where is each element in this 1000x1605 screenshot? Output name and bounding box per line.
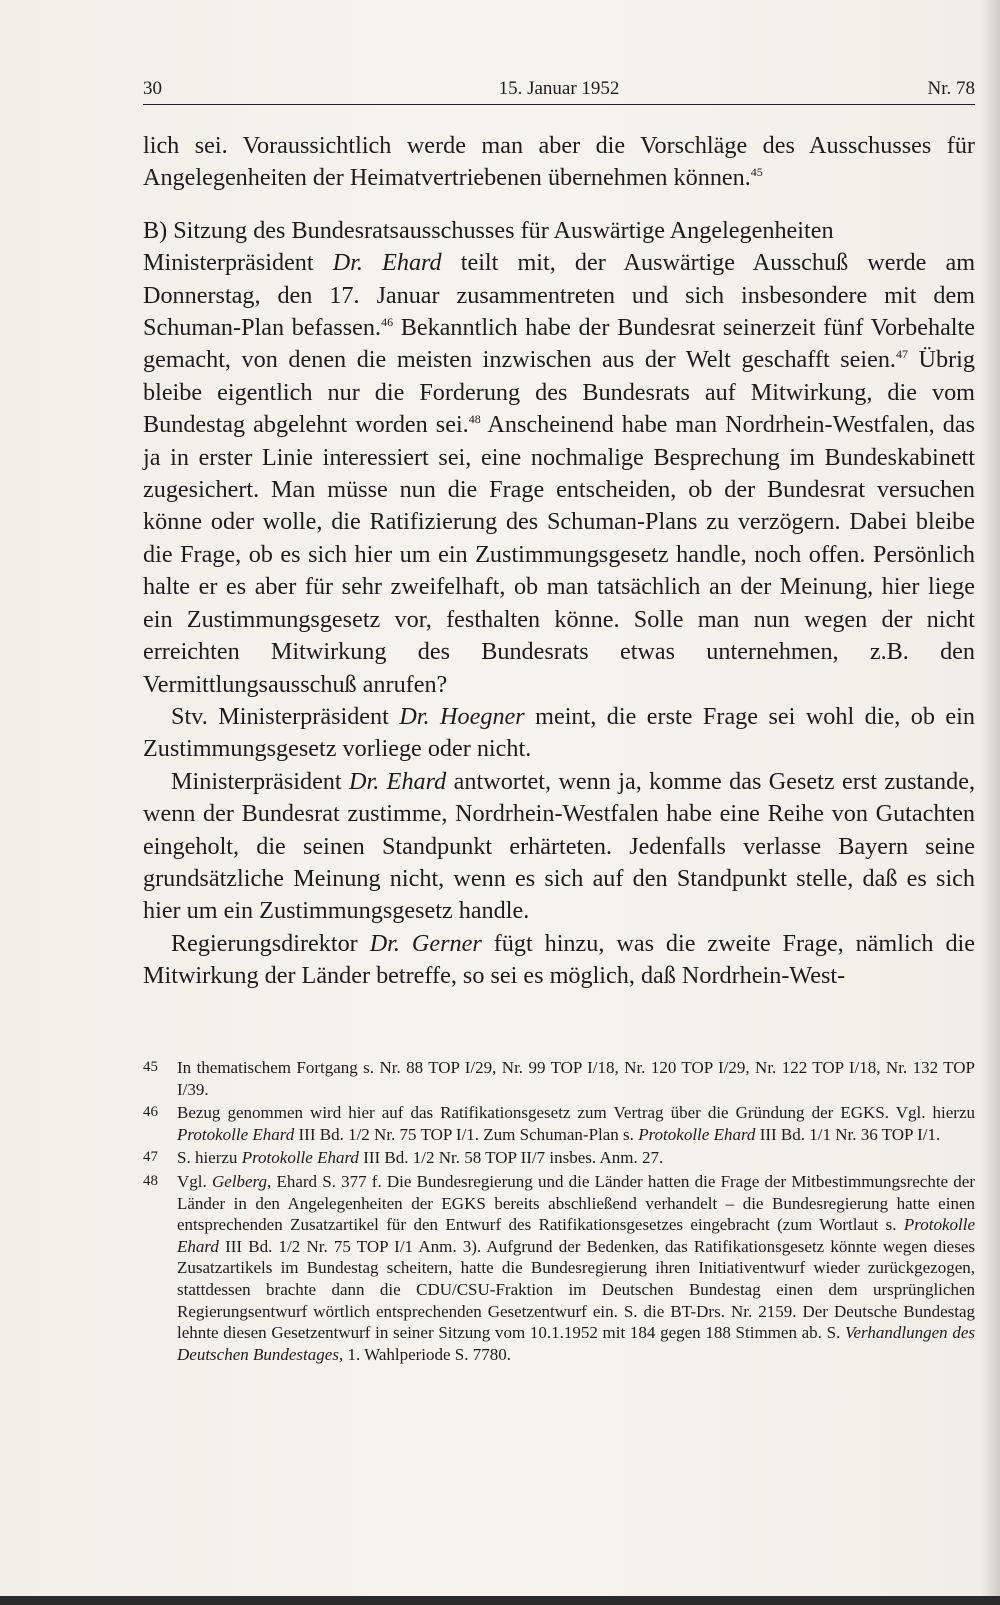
paragraph [143,130,975,195]
paragraph-text: Anscheinend habe man Nordrhein-Westfalen, das ja in erster Linie interessiert sei, eine nochmalige Besprechung im Bundeskabinett zugesichert. Man müsse nun die Frage entscheiden, ob der Bundesrat versuchen könne oder wolle, die Ratifizierung des Schuman-Plans zu verzögern. Dabei bleibe die Frage, ob es sich hier um ein Zustimmungsgesetz handle, noch offen. Persönlich halte er es aber für sehr zweifelhaft, ob man tatsächlich an der Meinung, hier liege ein Zustimmungsgesetz vor, festhalten könne. Solle man nun wegen der nicht erreichten Mitwirkung des Bundesrats etwas unternehmen, z.B. den Vermittlungsausschuß anrufen? [143,411,976,698]
paragraph [143,928,975,993]
citation-title: Verhandlungen des Deutschen Bundestages, [177,1323,975,1364]
paragraph-text: Übrig bleibe eigentlich nur die Forderung des Bundesrats auf Mitwirkung, die vom Bundestag abgelehnt worden sei. [143,346,975,439]
body-text [143,130,975,993]
paragraph [143,766,975,928]
footnote-ref: 45 [750,165,763,180]
scan-bottom-edge [0,1596,1000,1605]
paragraph-text: antwortet, wenn ja, komme das Gesetz erst zustande, wenn der Bundesrat zustimme, Nordrhein-Westfalen habe eine Reihe von Gutachten eingeholt, die seinen Standpunkt erhärteten. Jedenfalls verlasse Bayern seine grundsätzliche Meinung nicht, wenn es sich auf den Standpunkt stelle, daß es sich hier um ein Zustimmungsgesetz handle. [143,767,975,925]
citation-title: Protokolle Ehard [638,1124,756,1144]
paragraph-text: Bekanntlich habe der Bundesrat seinerzeit fünf Vorbehalte gemacht, von denen die meisten inzwischen aus der Welt geschafft seien. [143,314,975,374]
person-name: Dr. Hoegner [399,702,525,730]
footnote-text: S. hierzu [177,1148,242,1168]
footnote-ref: 48 [468,412,481,427]
paragraph-text: Ministerpräsident [171,767,350,795]
footnote-text: III Bd. 1/2 Nr. 58 TOP II/7 insbes. Anm. 27. [358,1148,664,1168]
footnote [143,1057,975,1100]
footnote-ref: 46 [381,315,394,330]
footnote-number: 47 [143,1149,158,1166]
page-number: 30 [143,78,162,99]
footnote-text: , Ehard S. 377 f. Die Bundesregierung und die Länder hatten die Frage der Mitbestimmungsrechte der Länder in den Angelegenheiten der EGKS bereits abschließend verhandelt – die Bundesregierung hatte einen entsprechenden Zusatzartikel für den Entwurf des Ratifikationsgesetzes eingebracht (zum Wortlaut s. [177,1171,975,1235]
page-edge-shadow [980,0,1000,1596]
header-date: 15. Januar 1952 [498,78,620,99]
footnote [143,1171,975,1365]
person-name: Dr. Ehard [332,249,442,277]
citation-title: Protokolle Ehard [177,1215,975,1256]
paragraph-text: Ministerpräsident [143,249,333,277]
person-name: Dr. Gerner [369,929,482,957]
footnote [143,1102,975,1145]
paragraph [143,701,975,766]
footnote-text: Vgl. [177,1171,212,1191]
footnote-ref: 47 [895,347,908,362]
footnote-number: 45 [143,1059,158,1075]
paragraph-text: Stv. Ministerpräsident [171,702,400,730]
paragraph-text: meint, die erste Frage sei wohl die, ob ein Zustimmungsgesetz vorliege oder nicht. [143,702,975,763]
footnote-text: In thematischem Fortgang s. Nr. 88 TOP I/29, Nr. 99 TOP I/18, Nr. 120 TOP I/29, Nr. 122 TOP I/18, Nr. 132 TOP I/39. [177,1058,975,1099]
citation-author: Gelberg [211,1171,268,1191]
paragraph-text: lich sei. Voraussichtlich werde man aber die Vorschläge des Ausschusses für Angelegenheiten der Heimatvertriebenen übernehmen können. [143,132,975,192]
footnote-number: 46 [143,1104,158,1121]
citation-title: Protokolle Ehard [241,1148,359,1168]
footnote-number: 48 [143,1172,158,1189]
footnote-text: III Bd. 1/1 Nr. 36 TOP I/1. [755,1124,941,1144]
paragraph-text: teilt mit, der Auswärtige Ausschuß werde am Donnerstag, den 17. Januar zusammentreten und sich insbesondere mit dem Schuman-Plan befassen. [143,249,976,342]
person-name: Dr. Ehard [349,767,447,795]
citation-title: Protokolle Ehard [177,1124,295,1144]
paragraph-text: Regierungsdirektor [171,929,370,957]
paragraph [143,247,975,701]
footnote-text: 1. Wahlperiode S. 7780. [343,1344,512,1364]
header-rule [143,104,975,105]
footnote-text: Bezug genommen wird hier auf das Ratifikationsgesetz zum Vertrag über die Gründung der EGKS. Vgl. hierzu [177,1103,975,1123]
footnote-text: III Bd. 1/2 Nr. 75 TOP I/1 Anm. 3). Aufgrund der Bedenken, das Ratifikationsgesetz könnte wegen dieses Zusatzartikels im Bundestag scheitern, hatte die Bundesregierung ihren Initiativentwurf wieder zurückgezogen, stattdessen brachte dann die CDU/CSU-Fraktion im Deutschen Bundestag einen dem ursprünglichen Regierungsentwurf wörtlich entsprechenden Gesetzentwurf ein. S. die BT-Drs. Nr. 2159. Der Deutsche Bundestag lehnte diesen Gesetzentwurf in seiner Sitzung vom 10.1.1952 mit 184 gegen 188 Stimmen ab. S. [177,1236,975,1343]
section-heading: B) Sitzung des Bundesratsausschusses für Auswärtige Angelegenheiten [143,216,834,244]
page-header [143,72,975,104]
footnote-text: III Bd. 1/2 Nr. 75 TOP I/1. Zum Schuman-Plan s. [294,1124,639,1144]
paragraph-text: fügt hinzu, was die zweite Frage, nämlich die Mitwirkung der Länder betreffe, so sei es möglich, daß Nordrhein-West- [143,929,975,990]
footnotes [143,1057,975,1367]
footnote [143,1147,975,1169]
document-number: Nr. 78 [927,78,975,99]
